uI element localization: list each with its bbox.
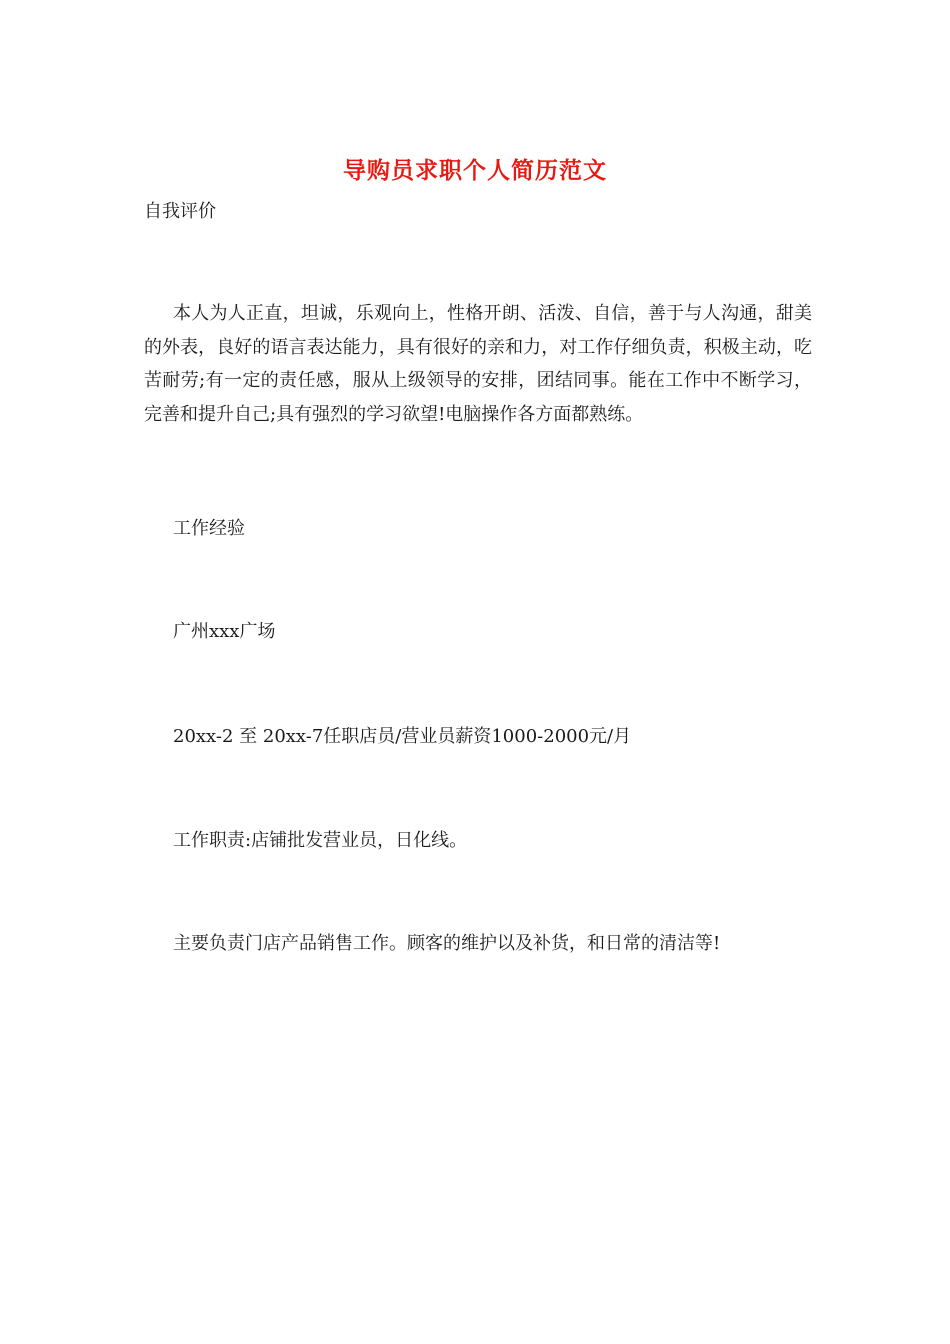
- main-responsibilities-line: 主要负责门店产品销售工作。顾客的维护以及补货，和日常的清洁等!: [173, 933, 721, 954]
- self-evaluation-paragraph: 本人为人正直，坦诚，乐观向上，性格开朗、活泼、自信，善于与人沟通，甜美的外表，良好的语言表达能力，具有很好的亲和力，对工作仔细负责，积极主动，吃苦耐劳;有一定的责任感，服从上级领导的安排，团结同事。能在工作中不断学习，完善和提升自己;具有强烈的学习欲望!电脑操作各方面都熟练。: [144, 303, 812, 425]
- employment-period-line: 20xx-2 至 20xx-7任职店员/营业员薪资1000-2000元/月: [173, 726, 632, 747]
- employer-name: 广州xxx广场: [173, 621, 276, 642]
- document-title: 导购员求职个人简历范文: [343, 157, 607, 184]
- section-heading-work-experience: 工作经验: [173, 518, 245, 539]
- job-duties-line: 工作职责:店铺批发营业员，日化线。: [173, 830, 468, 851]
- section-heading-self-evaluation: 自我评价: [144, 201, 216, 222]
